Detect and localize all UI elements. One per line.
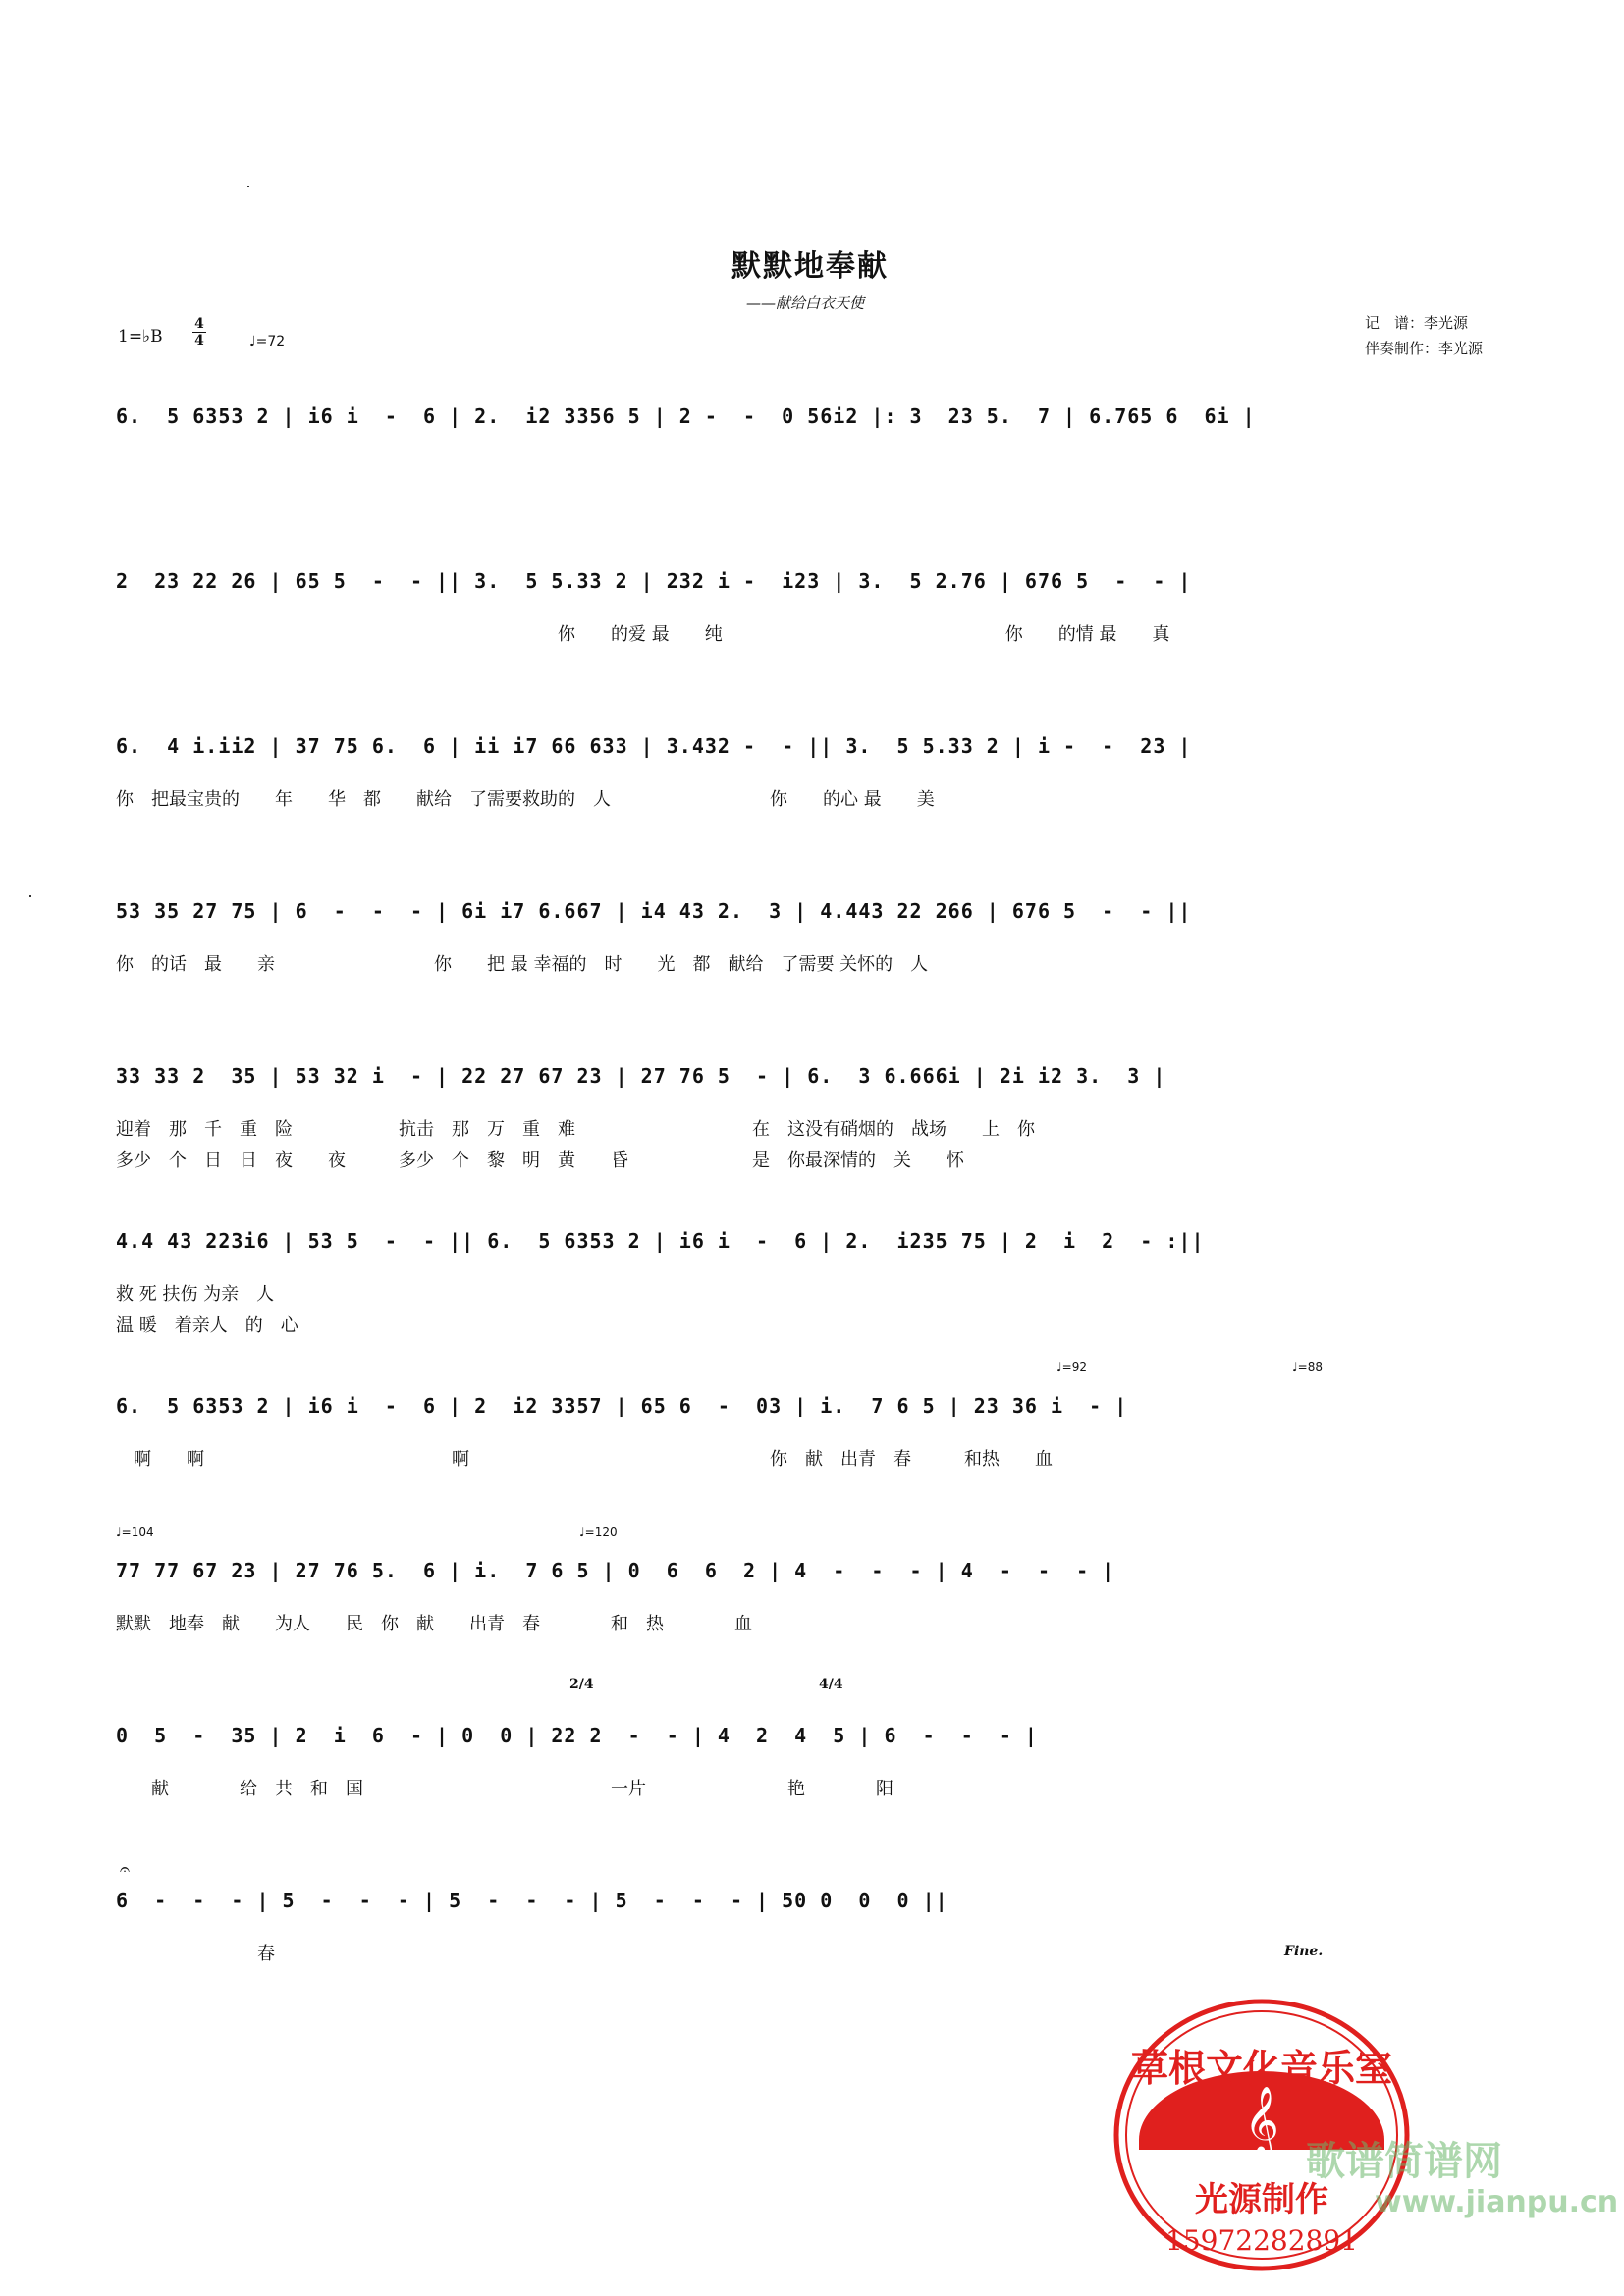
score-system-9 [116,1677,1522,1861]
lyric-line-verse-2: 多少 个 日 日 夜 夜 多少 个 黎 明 黄 昏 是 你最深情的 关 怀 [116,1150,964,1171]
notation-line: 6 - - - | 5 - - - | 5 - - - | 5 - - - | 50 0 0 0 || [116,1889,948,1912]
song-subtitle: ——献给白衣天使 [746,294,865,312]
scan-dot [29,895,31,897]
tempo-change-mark: ♩=104 [116,1525,154,1539]
meter-change-4-4: 4/4 [819,1677,843,1692]
fermata-icon: 𝄐 [120,1859,131,1880]
lyric-line: 你 的话 最 亲 你 把 最 幸福的 时 光 都 献给 了需要 关怀的 人 [116,954,929,975]
watermark-url: www.jianpu.cn [1375,2185,1619,2219]
notation-line: 6. 5 6353 2 | i6 i - 6 | 2 i2 3357 | 65 6 - 03 | i. 7 6 5 | 23 36 i - | [116,1394,1128,1417]
score-system-2 [116,569,1522,707]
notation-line: 53 35 27 75 | 6 - - - | 6i i7 6.667 | i4 43 2. 3 | 4.443 22 266 | 676 5 - - || [116,899,1192,923]
lyric-line: 你 的爱 最 纯 你 的情 最 真 [116,624,1170,645]
tempo-change-mark: ♩=92 [1056,1361,1087,1374]
notation-line: 0 5 - 35 | 2 i 6 - | 0 0 | 22 2 - - | 4 2 4 5 | 6 - - - | [116,1724,1038,1747]
score-system-8 [116,1525,1522,1696]
tempo-change-mark: ♩=88 [1292,1361,1323,1374]
lyric-line: 默默 地奉 献 为人 民 你 献 出青 春 和 热 血 [116,1614,752,1634]
tempo-change-mark: ♩=120 [579,1525,618,1539]
notation-line: 77 77 67 23 | 27 76 5. 6 | i. 7 6 5 | 0 6 6 2 | 4 - - - | 4 - - - | [116,1559,1115,1582]
watermark-site-name: 歌谱简谱网 [1306,2139,1502,2184]
treble-clef-icon: 𝄞 [1244,2086,1279,2155]
stamp-top-text: 草根文化音乐室 [1130,2046,1393,2090]
key-signature: 1=♭B [118,327,163,347]
lyric-line: 啊 啊 啊 你 献 出青 春 和热 血 [116,1449,1053,1469]
lyric-line-verse-2: 温 暖 着亲人 的 心 [116,1315,298,1336]
stamp-bottom-text: 光源制作 [1195,2180,1328,2219]
meter-change-2-4: 2/4 [569,1677,594,1692]
stamp-phone: 15972282891 [1165,2224,1358,2257]
score-system-1 [116,404,1522,542]
time-signature: 4 4 [192,316,206,348]
accompaniment-credit: 伴奏制作：李光源 [1365,340,1484,357]
notation-line: 2 23 22 26 | 65 5 - - || 3. 5 5.33 2 | 232 i - i23 | 3. 5 2.76 | 676 5 - - | [116,569,1192,593]
transcriber-credit: 记 谱：李光源 [1365,314,1469,332]
lyric-line-verse-1: 迎着 那 千 重 险 抗击 那 万 重 难 在 这没有硝烟的 战场 上 你 [116,1119,1035,1140]
lyric-line: 献 给 共 和 国 一片 艳 阳 [116,1779,893,1799]
lyric-line: 春 [116,1944,275,1964]
lyric-line: 你 把最宝贵的 年 华 都 献给 了需要救助的 人 你 的心 最 美 [116,789,935,810]
score-system-5 [116,1064,1522,1201]
notation-line: 6. 5 6353 2 | i6 i - 6 | 2. i2 3356 5 | 2 - - 0 56i2 |: 3 23 5. 7 | 6.765 6 6i | [116,404,1256,428]
fine-mark: Fine. [1284,1944,1324,1959]
scan-dot [247,186,249,187]
notation-line: 6. 4 i.ii2 | 37 75 6. 6 | ii i7 66 633 | 3.432 - - || 3. 5 5.33 2 | i - - 23 | [116,734,1192,758]
notation-line: 33 33 2 35 | 53 32 i - | 22 27 67 23 | 27 76 5 - | 6. 3 6.666i | 2i i2 3. 3 | [116,1064,1166,1088]
tempo-mark: ♩=72 [249,334,286,349]
score-system-3 [116,734,1522,872]
lyric-line-verse-1: 救 死 扶伤 为亲 人 [116,1284,275,1305]
score-system-6 [116,1229,1522,1366]
score-system-7 [116,1361,1522,1531]
notation-line: 4.4 43 223i6 | 53 5 - - || 6. 5 6353 2 | i6 i - 6 | 2. i235 75 | 2 i 2 - :|| [116,1229,1205,1253]
score-system-4 [116,899,1522,1037]
song-title: 默默地奉献 [731,249,889,284]
